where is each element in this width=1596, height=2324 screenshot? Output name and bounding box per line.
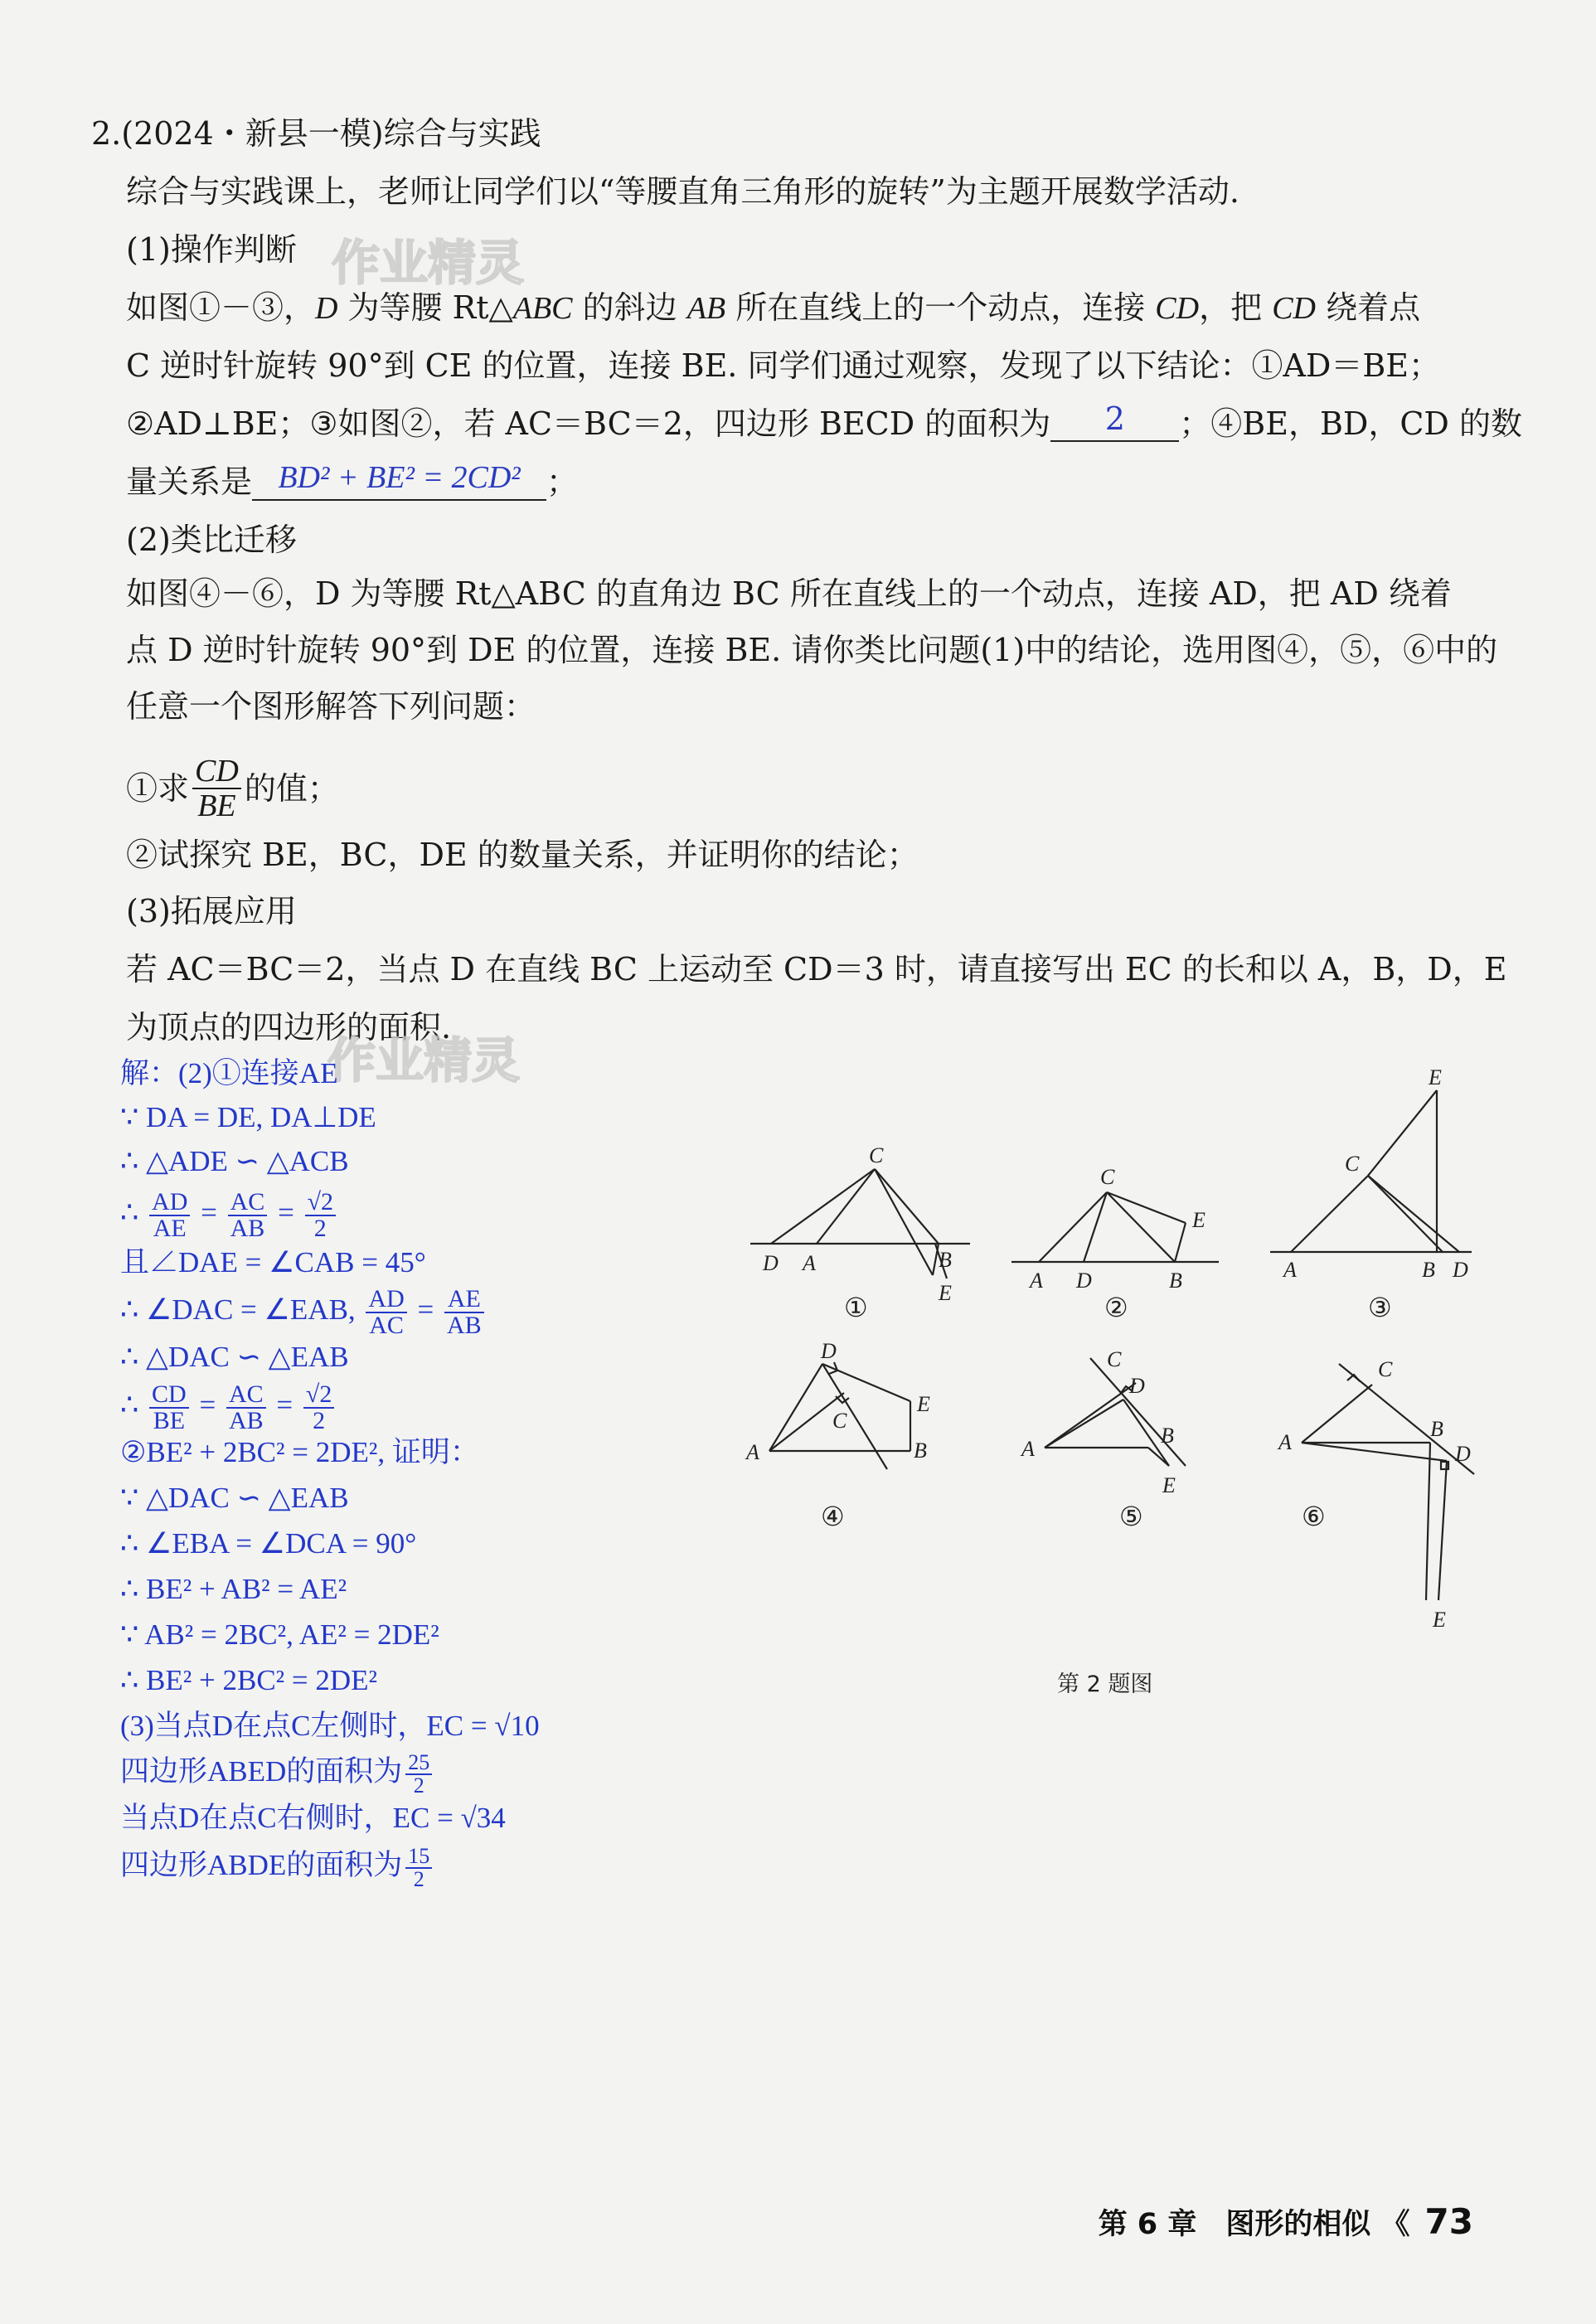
figure-label: ④ <box>821 1502 845 1531</box>
point-label: C <box>1107 1347 1122 1371</box>
figure-label: ⑥ <box>1302 1502 1326 1531</box>
part2-title: (2)类比迁移 <box>126 522 297 558</box>
answer-blank-relation: BD² + BE² = 2CD² <box>252 456 546 501</box>
figure-label: ② <box>1104 1293 1128 1322</box>
geometry-figures <box>730 1053 1492 1716</box>
page-footer <box>1099 2201 1473 2243</box>
watermark: 作业精灵 <box>332 235 525 291</box>
part1-line2: C 逆时针旋转 90°到 CE 的位置，连接 BE. 同学们通过观察，发现了以下结论：①AD＝BE； <box>126 347 1441 384</box>
point-label: B <box>914 1439 927 1463</box>
point-label: D <box>763 1251 779 1275</box>
part2-line3: 任意一个图形解答下列问题： <box>126 688 536 725</box>
solution-line: ∴ △DAC ∽ △EAB <box>120 1341 349 1373</box>
solution-line: ∴ BE² + 2BC² = 2DE² <box>120 1664 378 1696</box>
point-label: A <box>1021 1437 1035 1461</box>
point-label: E <box>1429 1065 1442 1089</box>
figure-5 <box>1020 1347 1186 1531</box>
solution-line: ∵ DA = DE, DA⊥DE <box>120 1101 376 1133</box>
point-label: B <box>1161 1424 1174 1448</box>
point-label: B <box>1169 1269 1182 1293</box>
point-label: E <box>1433 1608 1446 1632</box>
solution-line: ∵ AB² = 2BC², AE² = 2DE² <box>120 1618 439 1651</box>
figure-caption: 第 2 题图 <box>1057 1671 1153 1697</box>
answer-blank-area: 2 <box>1050 397 1179 442</box>
part2-line2: 点 D 逆时针旋转 90°到 DE 的位置，连接 BE. 请你类比问题(1)中的结论，选用图④，⑤，⑥中的 <box>126 632 1498 668</box>
figure-1 <box>750 1143 970 1322</box>
part2-q1: ①求 $\frac{CD}{BE}$ 的值； <box>126 754 339 823</box>
point-label: A <box>803 1251 816 1275</box>
point-label: A <box>746 1440 759 1464</box>
point-label: D <box>1455 1442 1471 1466</box>
solution-line: 四边形ABED的面积为 $\frac{25}{2}$ <box>120 1745 435 1798</box>
question-header: 2.(2024・新县一模)综合与实践 <box>91 115 541 152</box>
point-label: E <box>917 1392 930 1416</box>
solution-line: ∵ △DAC ∽ △EAB <box>120 1482 349 1514</box>
solution-line: (3)当点D在点C左侧时，EC = √10 <box>120 1710 540 1742</box>
figure-2 <box>1011 1165 1219 1322</box>
part3-line2: 为顶点的四边形的面积. <box>126 1009 452 1046</box>
part1-line1: 如图①－③，D 为等腰 Rt△ABC 的斜边 AB 所在直线上的一个动点，连接 CD，把 CD 绕着点 <box>126 289 1421 326</box>
watermark: 作业精灵 <box>327 1032 521 1089</box>
point-label: E <box>1162 1473 1176 1497</box>
point-label: E <box>1192 1208 1205 1232</box>
point-label: D <box>1453 1258 1468 1282</box>
point-label: C <box>1378 1357 1393 1381</box>
solution-line: ②BE² + 2BC² = 2DE², 证明： <box>120 1436 479 1468</box>
point-label: B <box>1430 1417 1443 1441</box>
solution-line: ∴ BE² + AB² = AE² <box>120 1573 347 1605</box>
solution-line: ∴ $\frac{AD}{AE}$ = $\frac{AC}{AB}$ = $\frac{√2}{2}$ <box>120 1184 339 1242</box>
point-label: C <box>869 1143 884 1167</box>
point-label: D <box>821 1339 837 1363</box>
solution-line: ∴ ∠EBA = ∠DCA = 90° <box>120 1527 417 1560</box>
figure-4 <box>745 1339 930 1531</box>
figure-6 <box>1277 1357 1474 1632</box>
page-number: 73 <box>1424 2201 1473 2242</box>
point-label: C <box>832 1409 847 1433</box>
figure-label: ⑤ <box>1119 1502 1143 1531</box>
point-label: B <box>939 1248 952 1272</box>
figure-label: ① <box>844 1293 868 1322</box>
part1-title: (1)操作判断 <box>126 231 297 268</box>
solution-line: ∴ △ADE ∽ △ACB <box>120 1145 349 1177</box>
figure-3 <box>1270 1065 1472 1322</box>
solution-line: 当点D在点C右侧时，EC = √34 <box>120 1802 506 1834</box>
part2-line1: 如图④－⑥，D 为等腰 Rt△ABC 的直角边 BC 所在直线上的一个动点，连接 AD，把 AD 绕着 <box>126 575 1452 612</box>
part2-q2: ②试探究 BE，BC，DE 的数量关系，并证明你的结论； <box>126 837 919 873</box>
point-label: A <box>1030 1269 1043 1293</box>
point-label: B <box>1422 1258 1435 1282</box>
part3-line1: 若 AC＝BC＝2，当点 D 在直线 BC 上运动至 CD＝3 时，请直接写出 EC 的长和以 A，B，D，E <box>126 951 1507 987</box>
point-label: D <box>1076 1269 1092 1293</box>
point-label: E <box>939 1281 952 1305</box>
chapter-title: 第 6 章 图形的相似 《 <box>1098 2208 1410 2241</box>
part1-line4: 量关系是 BD² + BE² = 2CD² ； <box>126 460 578 506</box>
solution-line: 四边形ABDE的面积为 $\frac{15}{2}$ <box>120 1839 435 1892</box>
figure-label: ③ <box>1368 1293 1392 1322</box>
point-label: C <box>1100 1165 1115 1189</box>
point-label: C <box>1345 1152 1360 1176</box>
part3-title: (3)拓展应用 <box>126 893 297 929</box>
solution-line: 且∠DAE = ∠CAB = 45° <box>120 1246 426 1278</box>
solution-line: ∴ $\frac{CD}{BE}$ = $\frac{AC}{AB}$ = $\frac{√2}{2}$ <box>120 1376 337 1434</box>
part1-line3: ②AD⊥BE；③如图②，若 AC＝BC＝2，四边形 BECD 的面积为 2 ；④BE，BD，CD 的数 <box>126 402 1522 447</box>
solution-line: 解：(2)①连接AE <box>120 1057 338 1089</box>
point-label: A <box>1283 1258 1297 1282</box>
point-label: D <box>1129 1374 1145 1398</box>
point-label: A <box>1278 1430 1292 1454</box>
question-intro: 综合与实践课上，老师让同学们以“等腰直角三角形的旋转”为主题开展数学活动. <box>126 173 1239 210</box>
solution-line: ∴ ∠DAC = ∠EAB, $\frac{AD}{AC}$ = $\frac{AE}{AB}$ <box>120 1281 488 1339</box>
